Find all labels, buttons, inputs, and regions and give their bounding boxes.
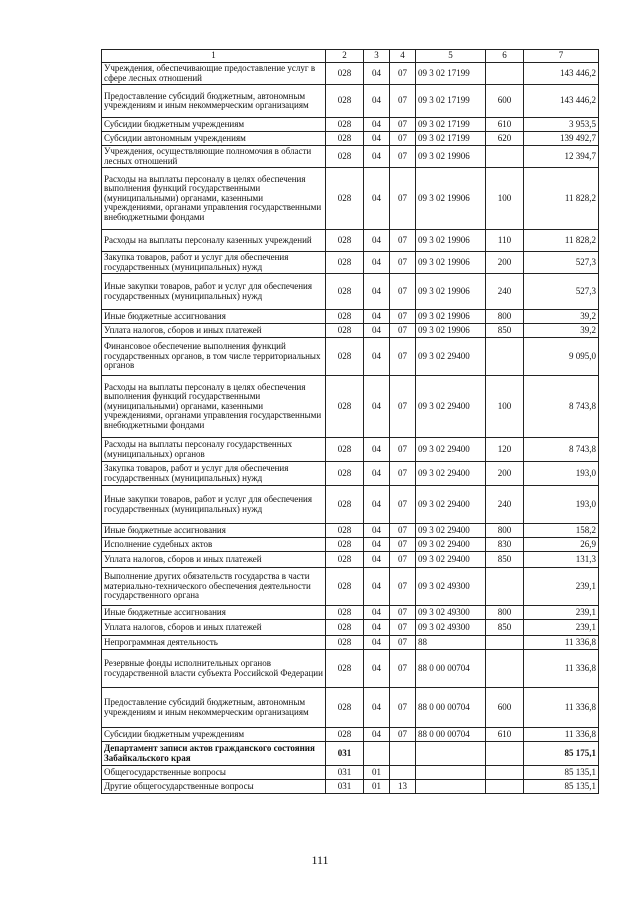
vr-cell: 240 xyxy=(486,274,524,310)
table-body xyxy=(102,50,599,794)
row-name-cell: Учреждения, обеспечивающие предоставление услуг в сфере лесных отношений xyxy=(102,63,326,85)
csr-cell: 88 0 00 00704 xyxy=(416,688,486,728)
rz-cell: 04 xyxy=(364,230,390,252)
vr-cell: 800 xyxy=(486,606,524,620)
pr-cell: 07 xyxy=(390,132,416,146)
csr-cell: 09 3 02 19906 xyxy=(416,310,486,324)
vr-cell xyxy=(486,780,524,794)
rz-cell xyxy=(364,742,390,766)
vr-cell: 600 xyxy=(486,688,524,728)
rz-cell: 04 xyxy=(364,132,390,146)
rz-cell: 04 xyxy=(364,252,390,274)
sum-cell: 193,0 xyxy=(524,462,599,486)
ved-cell: 028 xyxy=(326,462,364,486)
budget-table xyxy=(101,49,599,794)
vr-cell: 120 xyxy=(486,438,524,462)
vr-cell: 200 xyxy=(486,252,524,274)
table-row xyxy=(102,728,599,742)
rz-cell: 04 xyxy=(364,568,390,606)
ved-cell: 028 xyxy=(326,310,364,324)
table-row xyxy=(102,132,599,146)
rz-cell: 04 xyxy=(364,168,390,230)
table-row xyxy=(102,252,599,274)
pr-cell: 07 xyxy=(390,168,416,230)
csr-cell: 09 3 02 17199 xyxy=(416,118,486,132)
vr-cell: 610 xyxy=(486,118,524,132)
vr-cell: 100 xyxy=(486,376,524,438)
row-name-cell: Иные бюджетные ассигнования xyxy=(102,524,326,538)
ved-cell: 028 xyxy=(326,728,364,742)
vr-cell xyxy=(486,146,524,168)
table-row xyxy=(102,376,599,438)
rz-cell: 04 xyxy=(364,118,390,132)
rz-cell: 04 xyxy=(364,310,390,324)
sum-cell: 11 336,8 xyxy=(524,728,599,742)
ved-cell: 028 xyxy=(326,230,364,252)
table-row xyxy=(102,688,599,728)
pr-cell: 07 xyxy=(390,462,416,486)
csr-cell: 09 3 02 29400 xyxy=(416,462,486,486)
table-row xyxy=(102,85,599,118)
table-row xyxy=(102,168,599,230)
pr-cell: 07 xyxy=(390,324,416,338)
row-name-cell: Общегосударственные вопросы xyxy=(102,766,326,780)
ved-cell: 028 xyxy=(326,376,364,438)
csr-cell: 09 3 02 19906 xyxy=(416,168,486,230)
sum-cell: 239,1 xyxy=(524,620,599,636)
csr-cell: 88 xyxy=(416,636,486,650)
page-number: 111 xyxy=(311,853,329,867)
ved-cell: 028 xyxy=(326,606,364,620)
header-cell-3: 3 xyxy=(364,50,390,63)
csr-cell: 09 3 02 49300 xyxy=(416,606,486,620)
row-name-cell: Уплата налогов, сборов и иных платежей xyxy=(102,552,326,568)
table-row xyxy=(102,766,599,780)
sum-cell: 8 743,8 xyxy=(524,376,599,438)
csr-cell: 88 0 00 00704 xyxy=(416,728,486,742)
csr-cell: 09 3 02 17199 xyxy=(416,63,486,85)
pr-cell: 07 xyxy=(390,310,416,324)
sum-cell: 239,1 xyxy=(524,606,599,620)
sum-cell: 85 135,1 xyxy=(524,780,599,794)
header-cell-6: 6 xyxy=(486,50,524,63)
row-name-cell: Предоставление субсидий бюджетным, автономным учреждениям и иным некоммерческим организациям xyxy=(102,85,326,118)
row-name-cell: Расходы на выплаты персоналу в целях обеспечения выполнения функций государственными (муниципальными) органами, казенными учреждениями, органами управления государственными внебюджетными фондами xyxy=(102,376,326,438)
vr-cell: 800 xyxy=(486,524,524,538)
rz-cell: 04 xyxy=(364,688,390,728)
vr-cell xyxy=(486,338,524,376)
ved-cell: 028 xyxy=(326,338,364,376)
pr-cell xyxy=(390,766,416,780)
ved-cell: 028 xyxy=(326,538,364,552)
vr-cell xyxy=(486,766,524,780)
ved-cell: 028 xyxy=(326,620,364,636)
rz-cell: 04 xyxy=(364,338,390,376)
rz-cell: 04 xyxy=(364,606,390,620)
row-name-cell: Финансовое обеспечение выполнения функций государственных органов, в том числе территориальных органов xyxy=(102,338,326,376)
vr-cell xyxy=(486,636,524,650)
row-name-cell: Иные закупки товаров, работ и услуг для обеспечения государственных (муниципальных) нужд xyxy=(102,274,326,310)
sum-cell: 3 953,5 xyxy=(524,118,599,132)
csr-cell: 09 3 02 49300 xyxy=(416,620,486,636)
rz-cell: 01 xyxy=(364,766,390,780)
sum-cell: 193,0 xyxy=(524,486,599,524)
table-row xyxy=(102,118,599,132)
vr-cell: 850 xyxy=(486,324,524,338)
table-row xyxy=(102,438,599,462)
ved-cell: 028 xyxy=(326,688,364,728)
ved-cell: 028 xyxy=(326,486,364,524)
rz-cell: 04 xyxy=(364,650,390,688)
row-name-cell: Расходы на выплаты персоналу в целях обеспечения выполнения функций государственными (муниципальными) органами, казенными учреждениями, органами управления государственными внебюджетными фондами xyxy=(102,168,326,230)
rz-cell: 04 xyxy=(364,63,390,85)
row-name-cell: Департамент записи актов гражданского состояния Забайкальского края xyxy=(102,742,326,766)
rz-cell: 04 xyxy=(364,620,390,636)
row-name-cell: Выполнение других обязательств государства в части материально-технического обеспечения деятельности государственного органа xyxy=(102,568,326,606)
pr-cell: 07 xyxy=(390,688,416,728)
csr-cell: 09 3 02 29400 xyxy=(416,538,486,552)
sum-cell: 143 446,2 xyxy=(524,63,599,85)
table-row xyxy=(102,650,599,688)
pr-cell: 07 xyxy=(390,552,416,568)
vr-cell: 600 xyxy=(486,85,524,118)
ved-cell: 028 xyxy=(326,132,364,146)
ved-cell: 031 xyxy=(326,766,364,780)
pr-cell: 07 xyxy=(390,728,416,742)
csr-cell: 09 3 02 19906 xyxy=(416,146,486,168)
rz-cell: 04 xyxy=(364,438,390,462)
pr-cell: 07 xyxy=(390,636,416,650)
rz-cell: 04 xyxy=(364,324,390,338)
rz-cell: 04 xyxy=(364,462,390,486)
csr-cell: 09 3 02 29400 xyxy=(416,486,486,524)
sum-cell: 11 336,8 xyxy=(524,650,599,688)
rz-cell: 04 xyxy=(364,486,390,524)
sum-cell: 39,2 xyxy=(524,310,599,324)
table-row xyxy=(102,606,599,620)
pr-cell: 07 xyxy=(390,606,416,620)
vr-cell xyxy=(486,650,524,688)
rz-cell: 01 xyxy=(364,780,390,794)
table-row xyxy=(102,146,599,168)
csr-cell: 09 3 02 17199 xyxy=(416,85,486,118)
csr-cell xyxy=(416,780,486,794)
sum-cell: 11 828,2 xyxy=(524,168,599,230)
pr-cell: 07 xyxy=(390,438,416,462)
table-row xyxy=(102,310,599,324)
header-cell-2: 2 xyxy=(326,50,364,63)
csr-cell xyxy=(416,742,486,766)
sum-cell: 527,3 xyxy=(524,252,599,274)
table-row xyxy=(102,462,599,486)
table-row xyxy=(102,230,599,252)
row-name-cell: Субсидии автономным учреждениям xyxy=(102,132,326,146)
pr-cell xyxy=(390,742,416,766)
header-cell-5: 5 xyxy=(416,50,486,63)
table-row xyxy=(102,636,599,650)
row-name-cell: Закупка товаров, работ и услуг для обеспечения государственных (муниципальных) нужд xyxy=(102,462,326,486)
header-cell-7: 7 xyxy=(524,50,599,63)
table-row xyxy=(102,552,599,568)
rz-cell: 04 xyxy=(364,636,390,650)
vr-cell: 110 xyxy=(486,230,524,252)
table-row xyxy=(102,568,599,606)
sum-cell: 11 828,2 xyxy=(524,230,599,252)
sum-cell: 26,9 xyxy=(524,538,599,552)
table-row xyxy=(102,780,599,794)
vr-cell xyxy=(486,568,524,606)
table-row xyxy=(102,324,599,338)
ved-cell: 031 xyxy=(326,780,364,794)
table-row xyxy=(102,620,599,636)
pr-cell: 07 xyxy=(390,538,416,552)
ved-cell: 028 xyxy=(326,146,364,168)
row-name-cell: Другие общегосударственные вопросы xyxy=(102,780,326,794)
rz-cell: 04 xyxy=(364,728,390,742)
ved-cell: 028 xyxy=(326,324,364,338)
row-name-cell: Субсидии бюджетным учреждениям xyxy=(102,118,326,132)
pr-cell: 07 xyxy=(390,274,416,310)
pr-cell: 07 xyxy=(390,568,416,606)
row-name-cell: Иные закупки товаров, работ и услуг для обеспечения государственных (муниципальных) нужд xyxy=(102,486,326,524)
pr-cell: 07 xyxy=(390,230,416,252)
ved-cell: 028 xyxy=(326,650,364,688)
table-row xyxy=(102,538,599,552)
sum-cell: 85 135,1 xyxy=(524,766,599,780)
sum-cell: 158,2 xyxy=(524,524,599,538)
csr-cell: 09 3 02 17199 xyxy=(416,132,486,146)
row-name-cell: Резервные фонды исполнительных органов государственной власти субъекта Российской Федерации xyxy=(102,650,326,688)
sum-cell: 11 336,8 xyxy=(524,636,599,650)
row-name-cell: Учреждения, осуществляющие полномочия в области лесных отношений xyxy=(102,146,326,168)
csr-cell: 09 3 02 19906 xyxy=(416,252,486,274)
sum-cell: 39,2 xyxy=(524,324,599,338)
sum-cell: 11 336,8 xyxy=(524,688,599,728)
pr-cell: 07 xyxy=(390,486,416,524)
table-row xyxy=(102,486,599,524)
table-row xyxy=(102,524,599,538)
csr-cell: 09 3 02 29400 xyxy=(416,376,486,438)
ved-cell: 028 xyxy=(326,168,364,230)
row-name-cell: Субсидии бюджетным учреждениям xyxy=(102,728,326,742)
row-name-cell: Предоставление субсидий бюджетным, автономным учреждениям и иным некоммерческим организациям xyxy=(102,688,326,728)
vr-cell: 240 xyxy=(486,486,524,524)
header-cell-1: 1 xyxy=(102,50,326,63)
sum-cell: 9 095,0 xyxy=(524,338,599,376)
vr-cell: 100 xyxy=(486,168,524,230)
csr-cell: 09 3 02 49300 xyxy=(416,568,486,606)
csr-cell: 09 3 02 19906 xyxy=(416,274,486,310)
sum-cell: 85 175,1 xyxy=(524,742,599,766)
row-name-cell: Расходы на выплаты персоналу казенных учреждений xyxy=(102,230,326,252)
vr-cell: 610 xyxy=(486,728,524,742)
sum-cell: 131,3 xyxy=(524,552,599,568)
row-name-cell: Уплата налогов, сборов и иных платежей xyxy=(102,324,326,338)
pr-cell: 07 xyxy=(390,146,416,168)
csr-cell: 88 0 00 00704 xyxy=(416,650,486,688)
row-name-cell: Непрограммная деятельность xyxy=(102,636,326,650)
csr-cell xyxy=(416,766,486,780)
vr-cell xyxy=(486,742,524,766)
pr-cell: 07 xyxy=(390,376,416,438)
pr-cell: 07 xyxy=(390,620,416,636)
ved-cell: 028 xyxy=(326,252,364,274)
sum-cell: 143 446,2 xyxy=(524,85,599,118)
vr-cell: 850 xyxy=(486,552,524,568)
ved-cell: 028 xyxy=(326,274,364,310)
pr-cell: 07 xyxy=(390,524,416,538)
pr-cell: 07 xyxy=(390,338,416,376)
pr-cell: 13 xyxy=(390,780,416,794)
row-name-cell: Исполнение судебных актов xyxy=(102,538,326,552)
row-name-cell: Закупка товаров, работ и услуг для обеспечения государственных (муниципальных) нужд xyxy=(102,252,326,274)
ved-cell: 028 xyxy=(326,568,364,606)
table-row xyxy=(102,274,599,310)
rz-cell: 04 xyxy=(364,146,390,168)
pr-cell: 07 xyxy=(390,63,416,85)
vr-cell: 850 xyxy=(486,620,524,636)
ved-cell: 028 xyxy=(326,63,364,85)
vr-cell: 620 xyxy=(486,132,524,146)
ved-cell: 028 xyxy=(326,118,364,132)
pr-cell: 07 xyxy=(390,650,416,688)
csr-cell: 09 3 02 29400 xyxy=(416,338,486,376)
csr-cell: 09 3 02 29400 xyxy=(416,438,486,462)
vr-cell: 200 xyxy=(486,462,524,486)
csr-cell: 09 3 02 19906 xyxy=(416,324,486,338)
csr-cell: 09 3 02 29400 xyxy=(416,552,486,568)
pr-cell: 07 xyxy=(390,85,416,118)
header-row xyxy=(102,50,599,63)
rz-cell: 04 xyxy=(364,376,390,438)
table-row xyxy=(102,338,599,376)
vr-cell xyxy=(486,63,524,85)
sum-cell: 8 743,8 xyxy=(524,438,599,462)
row-name-cell: Уплата налогов, сборов и иных платежей xyxy=(102,620,326,636)
ved-cell: 028 xyxy=(326,552,364,568)
sum-cell: 139 492,7 xyxy=(524,132,599,146)
ved-cell: 028 xyxy=(326,85,364,118)
row-name-cell: Иные бюджетные ассигнования xyxy=(102,310,326,324)
rz-cell: 04 xyxy=(364,274,390,310)
rz-cell: 04 xyxy=(364,552,390,568)
header-cell-4: 4 xyxy=(390,50,416,63)
row-name-cell: Расходы на выплаты персоналу государственных (муниципальных) органов xyxy=(102,438,326,462)
table-row xyxy=(102,63,599,85)
pr-cell: 07 xyxy=(390,252,416,274)
pr-cell: 07 xyxy=(390,118,416,132)
sum-cell: 527,3 xyxy=(524,274,599,310)
ved-cell: 028 xyxy=(326,438,364,462)
sum-cell: 239,1 xyxy=(524,568,599,606)
vr-cell: 830 xyxy=(486,538,524,552)
ved-cell: 031 xyxy=(326,742,364,766)
csr-cell: 09 3 02 29400 xyxy=(416,524,486,538)
csr-cell: 09 3 02 19906 xyxy=(416,230,486,252)
vr-cell: 800 xyxy=(486,310,524,324)
rz-cell: 04 xyxy=(364,524,390,538)
row-name-cell: Иные бюджетные ассигнования xyxy=(102,606,326,620)
ved-cell: 028 xyxy=(326,524,364,538)
ved-cell: 028 xyxy=(326,636,364,650)
rz-cell: 04 xyxy=(364,538,390,552)
sum-cell: 12 394,7 xyxy=(524,146,599,168)
rz-cell: 04 xyxy=(364,85,390,118)
table-row xyxy=(102,742,599,766)
